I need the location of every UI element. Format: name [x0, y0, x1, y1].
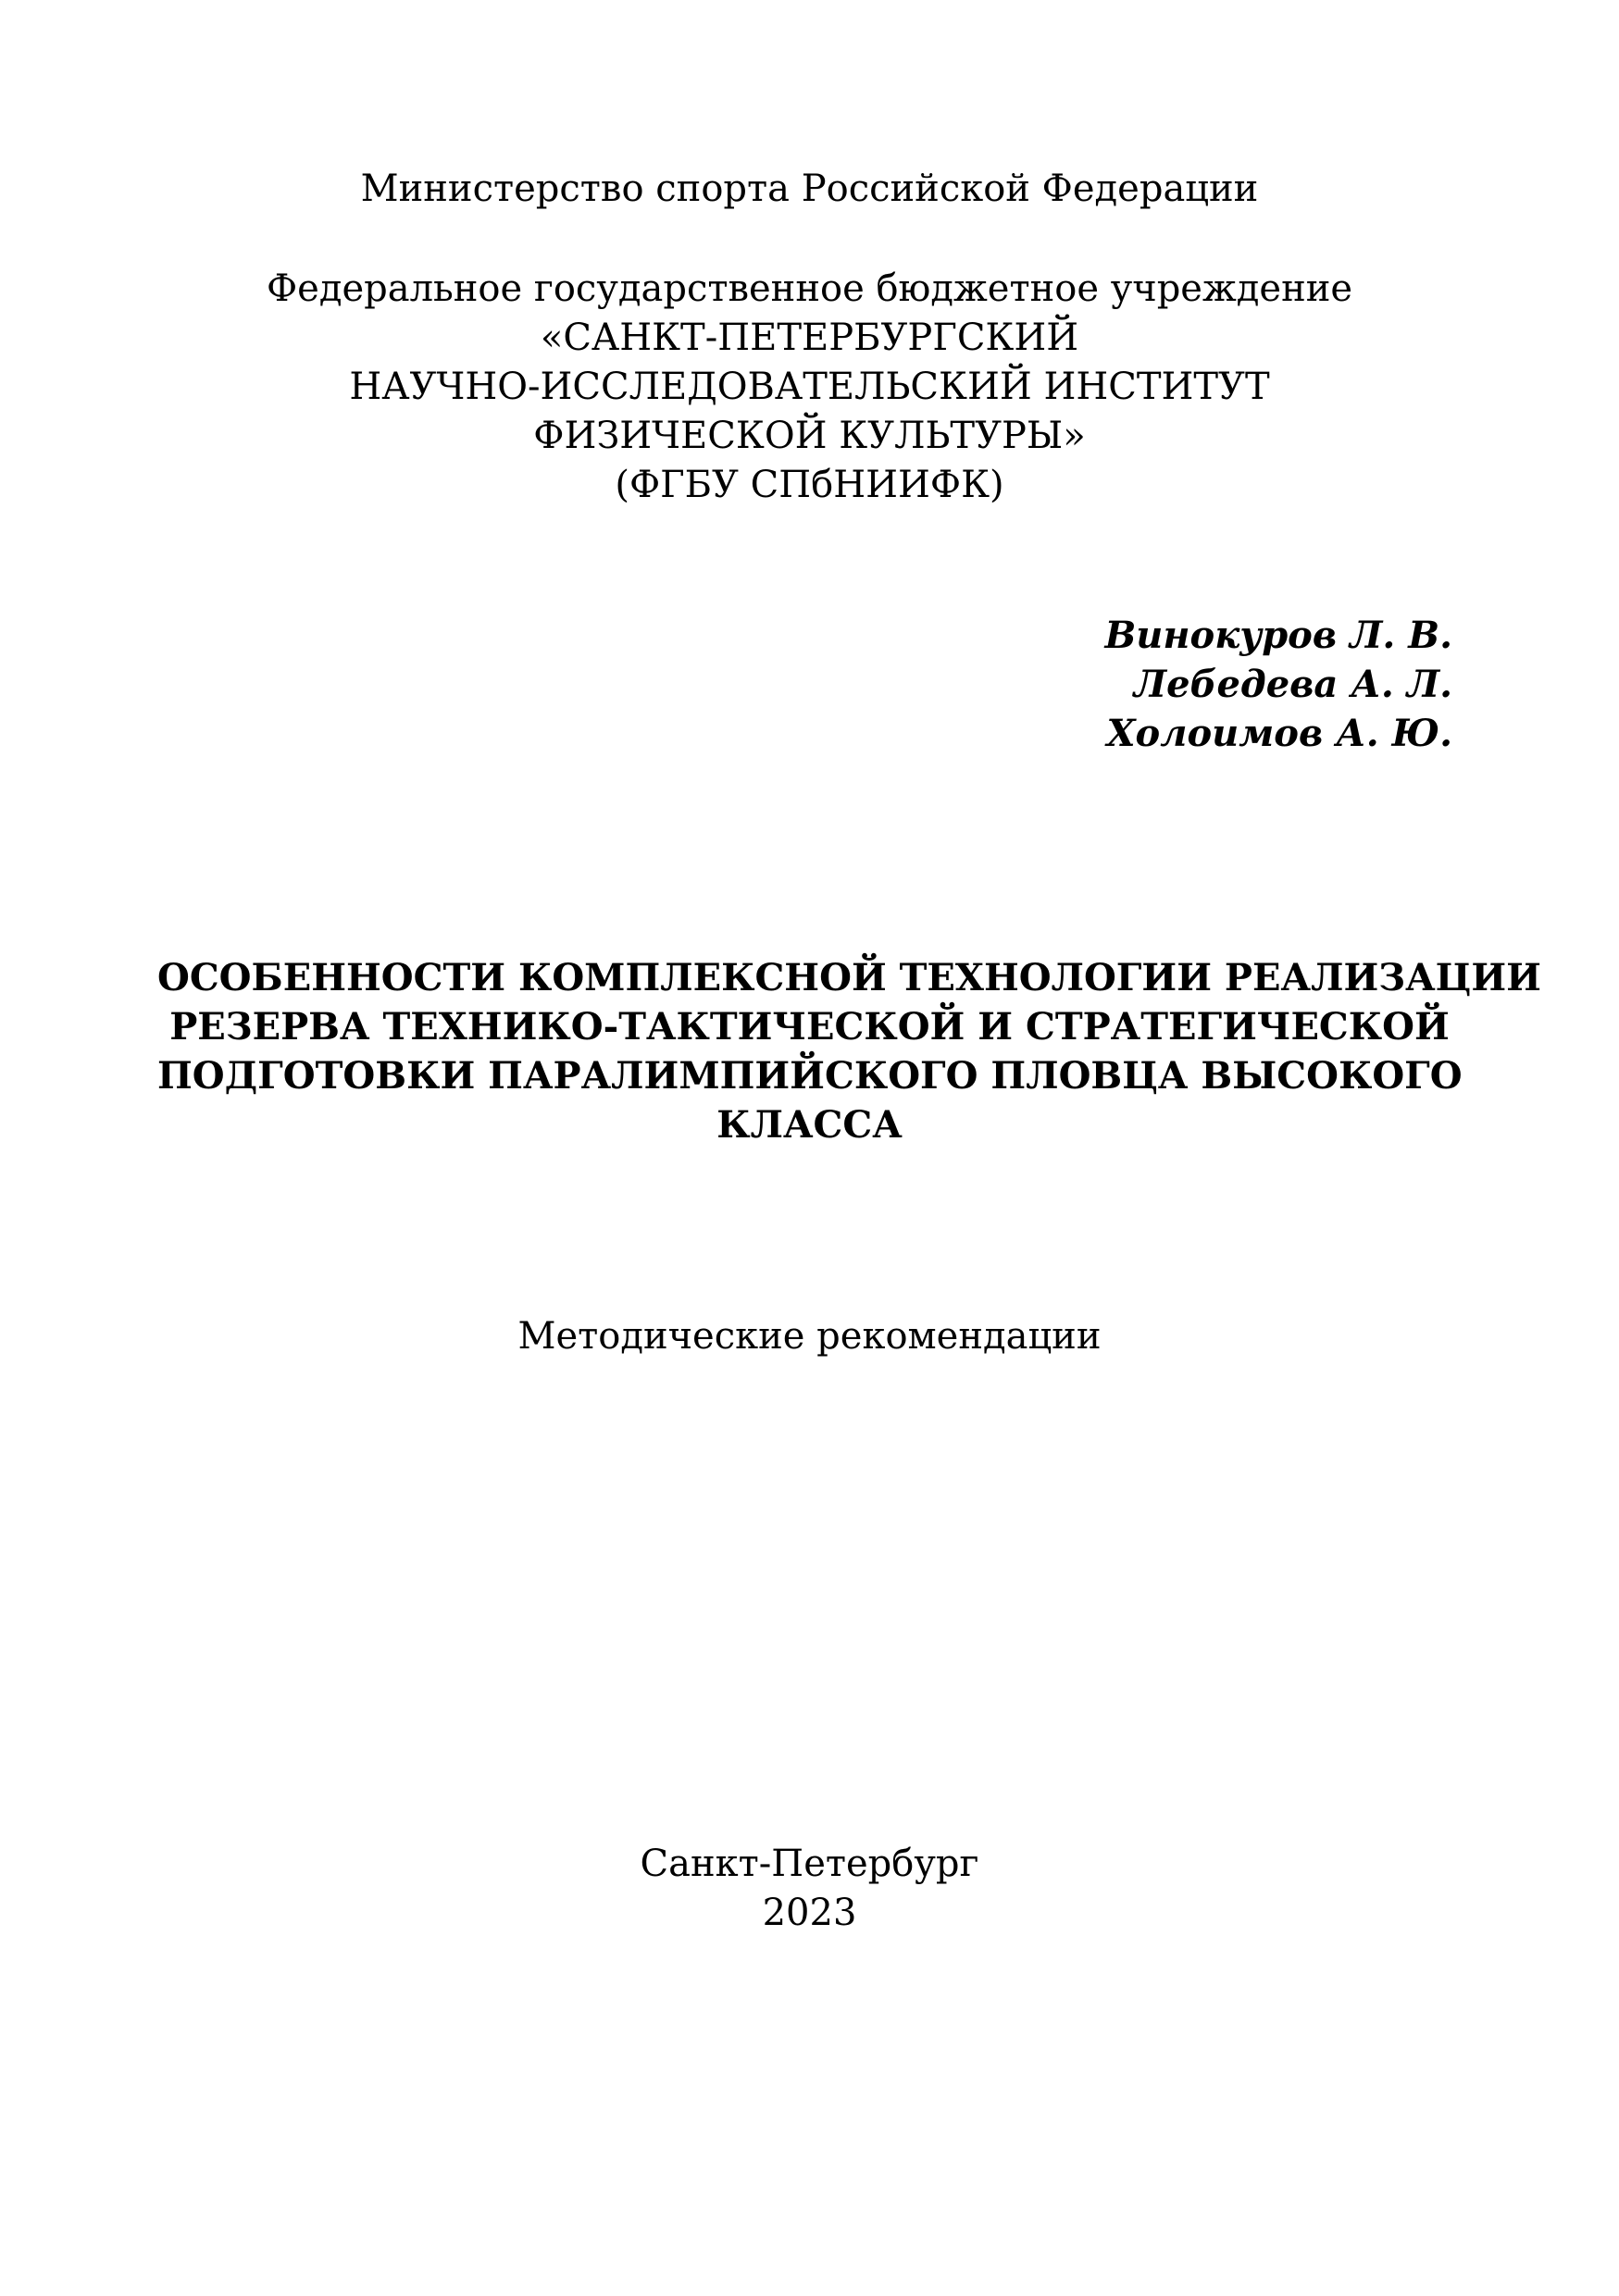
document-title [157, 953, 1541, 1149]
author-name: Лебедева А. Л. [1133, 663, 1452, 706]
publication-year: 2023 [762, 1892, 857, 1934]
publication-city: Санкт-Петербург [640, 1843, 979, 1885]
publication-place-year [0, 1840, 1619, 1938]
authors-list [1104, 611, 1452, 758]
institution-abbreviation: (ФГБУ СПбНИИФК) [615, 464, 1004, 506]
institution-block [0, 265, 1619, 510]
title-line: РЕЗЕРВА ТЕХНИКО-ТАКТИЧЕСКОЙ И СТРАТЕГИЧЕСКОЙ [169, 1005, 1450, 1049]
document-type-label: Методические рекомендации [517, 1315, 1102, 1358]
institution-line: ФИЗИЧЕСКОЙ КУЛЬТУРЫ» [533, 415, 1086, 457]
author-name: Холоимов А. Ю. [1106, 712, 1452, 755]
institution-line: НАУЧНО-ИССЛЕДОВАТЕЛЬСКИЙ ИНСТИТУТ [349, 366, 1270, 408]
author-name: Винокуров Л. В. [1104, 614, 1452, 657]
title-line: ПОДГОТОВКИ ПАРАЛИМПИЙСКОГО ПЛОВЦА ВЫСОКОГО [157, 1054, 1463, 1098]
institution-line: Федеральное государственное бюджетное учреждение [266, 267, 1353, 310]
institution-line: «САНКТ-ПЕТЕРБУРГСКИЙ [540, 316, 1079, 359]
ministry-name: Министерство спорта Российской Федерации [360, 168, 1259, 210]
title-line: ОСОБЕННОСТИ КОМПЛЕКСНОЙ ТЕХНОЛОГИИ РЕАЛИЗАЦИИ [157, 956, 1541, 999]
document-type [0, 1312, 1619, 1360]
ministry-heading [0, 165, 1619, 213]
title-line: КЛАССА [716, 1103, 903, 1147]
